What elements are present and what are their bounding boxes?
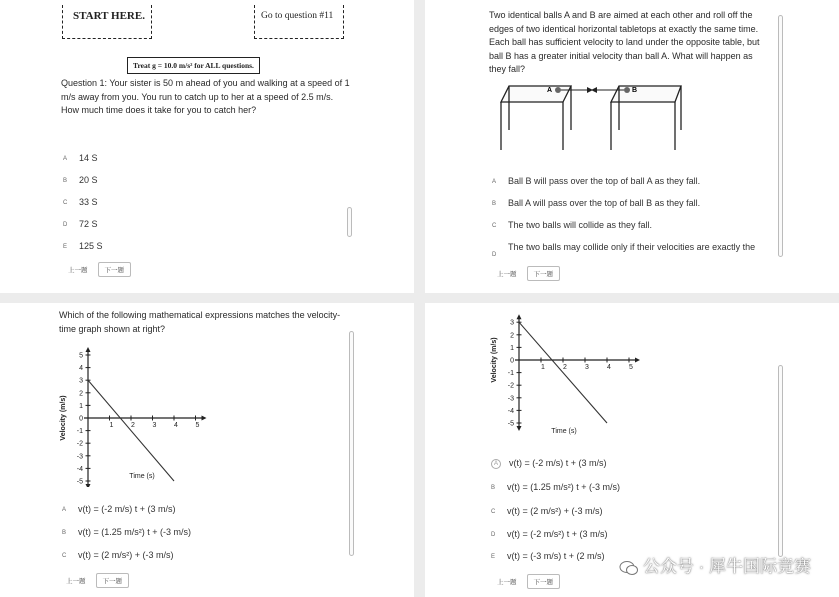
option-text: v(t) = (-2 m/s) t + (3 m/s) xyxy=(78,504,176,514)
x-axis-arrow xyxy=(202,416,207,421)
table-b xyxy=(611,86,681,150)
y-axis-label: Velocity (m/s) xyxy=(491,337,498,383)
y-axis-arrow xyxy=(86,347,91,352)
scrollbar[interactable] xyxy=(778,365,783,557)
y-tick-label: 1 xyxy=(510,344,514,352)
option-text: v(t) = (1.25 m/s²) t + (-3 m/s) xyxy=(78,527,192,537)
y-tick-label: -5 xyxy=(507,420,514,428)
y-tick-label: 3 xyxy=(510,319,514,327)
gravity-note: Treat g = 10.0 m/s² for ALL questions. xyxy=(127,57,260,74)
option-letter: E xyxy=(491,553,496,560)
next-button[interactable]: 下一题 xyxy=(527,574,561,589)
option-b[interactable] xyxy=(491,482,620,492)
option-letter: B xyxy=(63,177,68,184)
option-text: 14 S xyxy=(79,153,98,163)
option-text: Ball B will pass over the top of ball A as they fall. xyxy=(508,176,701,186)
nav-bar xyxy=(497,574,560,589)
x-tick-label: 1 xyxy=(109,422,114,429)
question-panel-3 xyxy=(0,303,414,597)
next-button[interactable]: 下一题 xyxy=(98,262,132,277)
question-text: Two identical balls A and B are aimed at each other and roll off the edges of two identical horizontal tabletops at exactly the same time. Each ball has sufficient velocity to land under the opposite table, but ball B has a greater initial velocity than ball A. What will happen as they fall? xyxy=(489,10,760,74)
option-c[interactable] xyxy=(491,506,603,516)
option-text: Ball A will pass over the top of ball B as they fall. xyxy=(508,198,701,208)
nav-bar xyxy=(68,262,131,277)
option-d[interactable] xyxy=(491,529,608,539)
x-tick-label: 2 xyxy=(131,422,135,429)
tables-diagram xyxy=(487,78,707,158)
question-text: Which of the following mathematical expressions matches the velocity-time graph shown at right? xyxy=(59,310,341,334)
start-here-box xyxy=(62,5,152,39)
ball-b-label: B xyxy=(632,87,638,94)
option-text: 125 S xyxy=(79,241,103,251)
option-letter: A xyxy=(492,178,497,185)
x-tick-label: 2 xyxy=(563,364,567,371)
option-text: The two balls may collide only if their velocities are exactly the xyxy=(508,242,756,252)
radio-icon[interactable]: A xyxy=(491,459,501,469)
option-letter: D xyxy=(63,221,68,228)
option-letter: E xyxy=(63,243,68,250)
y-tick-label: 0 xyxy=(79,415,83,423)
x-axis-label: Time (s) xyxy=(129,473,155,480)
option-b[interactable] xyxy=(63,175,98,185)
option-letter: A xyxy=(63,155,68,162)
option-b[interactable] xyxy=(62,527,191,537)
y-tick-label: 0 xyxy=(510,357,514,365)
option-letter: C xyxy=(491,508,496,515)
next-button[interactable]: 下一题 xyxy=(527,266,561,281)
y-axis-arrow xyxy=(517,314,522,319)
option-letter: D xyxy=(492,252,497,258)
y-tick-label: -4 xyxy=(507,407,514,415)
option-text: v(t) = (2 m/s²) + (-3 m/s) xyxy=(507,506,603,516)
y-axis-label: Velocity (m/s) xyxy=(60,395,67,441)
y-tick-label: -3 xyxy=(76,453,83,461)
option-text: 33 S xyxy=(79,197,98,207)
nav-bar xyxy=(66,573,129,588)
option-a[interactable] xyxy=(491,458,607,469)
scrollbar[interactable] xyxy=(347,207,352,237)
prev-button[interactable]: 上一题 xyxy=(497,271,517,278)
option-e[interactable] xyxy=(491,551,605,561)
table-a xyxy=(501,86,571,150)
x-tick-label: 5 xyxy=(195,422,200,429)
y-tick-label: -5 xyxy=(76,478,83,486)
question-text: Question 1: Your sister is 50 m ahead of you and walking at a speed of 1 m/s away from you. You run to catch up to her at a speed of 2.5 m/s. How much time does it take for you to catch her? xyxy=(61,78,350,115)
option-letter: B xyxy=(62,529,67,536)
question-panel-2 xyxy=(425,0,839,293)
x-tick-label: 5 xyxy=(629,364,633,371)
question-panel-1 xyxy=(0,0,414,293)
prev-button[interactable]: 上一题 xyxy=(497,579,517,586)
nav-bar xyxy=(497,266,560,281)
y-tick-label: 2 xyxy=(79,390,83,398)
scrollbar[interactable] xyxy=(778,15,783,257)
velocity-time-chart xyxy=(55,337,215,487)
y-tick-label: -4 xyxy=(76,465,83,473)
option-c[interactable] xyxy=(63,197,98,207)
option-d[interactable] xyxy=(492,242,755,258)
option-letter: C xyxy=(62,552,67,559)
option-text: v(t) = (-2 m/s) t + (3 m/s) xyxy=(509,458,607,468)
y-tick-label: -2 xyxy=(507,382,514,390)
option-text: 20 S xyxy=(79,175,98,185)
option-e[interactable] xyxy=(63,241,103,251)
watermark-text: 公众号 · 犀牛国际竞赛 xyxy=(642,557,811,576)
x-axis-label: Time (s) xyxy=(551,428,577,435)
prev-button[interactable]: 上一题 xyxy=(68,267,88,274)
series-line xyxy=(88,380,174,481)
watermark xyxy=(619,552,811,577)
y-tick-label: -1 xyxy=(507,370,514,378)
y-tick-label: -2 xyxy=(76,440,83,448)
wechat-icon xyxy=(619,560,639,576)
option-letter: B xyxy=(492,200,497,207)
option-c[interactable] xyxy=(62,550,174,560)
y-tick-label: 5 xyxy=(79,352,83,360)
option-a[interactable] xyxy=(63,153,98,163)
y-tick-label: -1 xyxy=(76,428,83,436)
option-letter: A xyxy=(62,506,67,513)
option-c[interactable] xyxy=(492,220,652,230)
x-tick-label: 3 xyxy=(585,364,589,371)
x-tick-label: 3 xyxy=(152,422,157,429)
option-d[interactable] xyxy=(63,219,98,229)
scrollbar[interactable] xyxy=(349,331,354,556)
x-tick-label: 4 xyxy=(174,422,178,429)
y-tick-label: 3 xyxy=(79,377,83,385)
prev-button[interactable]: 上一题 xyxy=(66,578,86,585)
option-text: v(t) = (-3 m/s) t + (2 m/s) xyxy=(507,551,605,561)
option-b[interactable] xyxy=(492,198,700,208)
go-to-question-label: Go to question #11 xyxy=(261,11,334,21)
option-text: v(t) = (1.25 m/s²) t + (-3 m/s) xyxy=(507,482,621,492)
option-letter: B xyxy=(491,484,496,491)
option-letter: D xyxy=(491,531,496,538)
next-button[interactable]: 下一题 xyxy=(96,573,130,588)
y-axis-arrow xyxy=(86,484,91,487)
y-tick-label: -3 xyxy=(507,395,514,403)
option-text: v(t) = (-2 m/s²) t + (3 m/s) xyxy=(507,529,608,539)
x-tick-label: 1 xyxy=(541,364,545,371)
series-line xyxy=(519,322,607,423)
start-here-label: START HERE. xyxy=(73,10,145,22)
option-text: 72 S xyxy=(79,219,98,229)
y-tick-label: 2 xyxy=(510,332,514,340)
option-a[interactable] xyxy=(492,176,700,186)
x-tick-label: 4 xyxy=(607,364,611,371)
ball-a xyxy=(555,87,561,93)
option-letter: C xyxy=(492,222,497,229)
option-text: v(t) = (2 m/s²) + (-3 m/s) xyxy=(78,550,174,560)
option-a[interactable] xyxy=(62,504,176,514)
option-letter: C xyxy=(63,199,68,206)
option-text: The two balls will collide as they fall. xyxy=(508,220,653,230)
y-axis-arrow xyxy=(517,426,522,431)
y-tick-label: 4 xyxy=(79,365,83,373)
go-to-question-box[interactable] xyxy=(254,5,344,39)
ball-b xyxy=(624,87,630,93)
ball-a-label: A xyxy=(547,87,553,94)
x-axis-arrow xyxy=(635,358,640,363)
velocity-time-chart xyxy=(488,313,648,443)
y-tick-label: 1 xyxy=(79,402,83,410)
